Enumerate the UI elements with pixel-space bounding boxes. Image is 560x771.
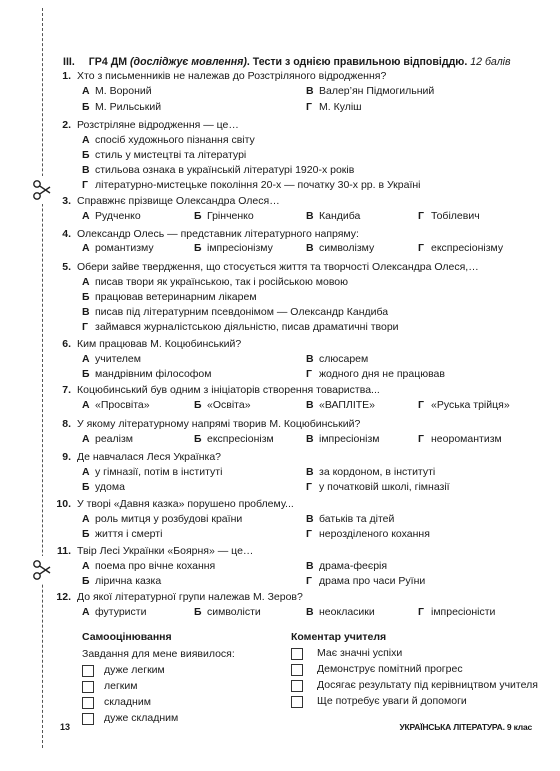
option-text: мандрівним філософом [95, 368, 212, 380]
checkbox[interactable] [291, 696, 303, 708]
section-score: 12 балів [470, 56, 511, 68]
answer-option[interactable] [194, 242, 273, 254]
option-letter: А [82, 433, 90, 445]
answer-option[interactable] [306, 466, 435, 478]
option-text: символізму [319, 242, 375, 254]
option-letter: А [82, 134, 90, 146]
option-text: футуристи [95, 606, 147, 618]
question-number: 1. [62, 70, 71, 82]
option-letter: В [306, 85, 314, 97]
question-text: Розстріляне відродження — це… [77, 119, 239, 131]
answer-option[interactable] [306, 481, 450, 493]
scissors-icon [28, 556, 56, 584]
scissors-icon [28, 176, 56, 204]
question-number: 8. [62, 418, 71, 430]
option-text: експресіонізм [207, 433, 274, 445]
option-letter: В [306, 399, 314, 411]
option-letter: В [82, 306, 90, 318]
question-number: 4. [62, 228, 71, 240]
option-text: Валер’ян Підмогильний [319, 85, 435, 97]
option-text: драма-феєрія [319, 560, 388, 572]
question-number: 12. [56, 591, 71, 603]
footer-title: УКРАЇНСЬКА ЛІТЕРАТУРА. 9 клас [399, 722, 532, 732]
answer-option[interactable] [418, 606, 495, 618]
option-text: нерозділеного кохання [319, 528, 430, 540]
answer-option[interactable] [82, 85, 152, 97]
option-text: поема про вічне кохання [95, 560, 216, 572]
option-letter: Г [82, 179, 88, 191]
answer-option[interactable] [306, 85, 434, 97]
cut-line [42, 8, 43, 748]
option-letter: Г [418, 606, 424, 618]
option-text: удома [95, 481, 125, 493]
option-letter: В [306, 560, 314, 572]
page-number: 13 [60, 722, 71, 732]
checkbox-label: Має значні успіхи [317, 647, 403, 659]
option-letter: Г [306, 575, 312, 587]
question-text: Хто з письменників не належав до Розстріляного відродження? [77, 70, 387, 82]
answer-option[interactable] [82, 164, 354, 176]
question-number: 6. [62, 338, 71, 350]
answer-option[interactable] [82, 466, 222, 478]
option-text: романтизму [95, 242, 154, 254]
answer-option[interactable] [82, 353, 141, 365]
option-letter: В [306, 513, 314, 525]
option-text: стильова ознака в українській літературі 1920-х років [95, 164, 355, 176]
option-letter: А [82, 560, 90, 572]
question-text: У творі «Давня казка» порушено проблему... [77, 498, 294, 510]
answer-option[interactable] [82, 149, 246, 161]
option-text: лірична казка [95, 575, 162, 587]
option-text: працював ветеринарним лікарем [95, 291, 257, 303]
checkbox[interactable] [82, 713, 94, 725]
answer-option[interactable] [306, 242, 374, 254]
question-number: 11. [56, 545, 71, 557]
option-text: стиль у мистецтві та літературі [95, 149, 247, 161]
question-text: У якому літературному напрямі творив М. Коцюбинський? [77, 418, 361, 430]
option-text: М. Вороний [95, 85, 152, 97]
option-text: М. Рильський [95, 101, 162, 113]
option-text: Грінченко [207, 210, 254, 222]
option-text: імпресіонізм [319, 433, 380, 445]
question-text: Де навчалася Леся Українка? [77, 451, 222, 463]
option-letter: В [306, 606, 314, 618]
answer-option[interactable] [306, 368, 445, 380]
question-text: Олександр Олесь — представник літературного напряму: [77, 228, 359, 240]
checkbox[interactable] [291, 664, 303, 676]
teacher-comment-title: Коментар учителя [291, 631, 387, 643]
answer-option[interactable] [82, 321, 399, 333]
option-text: Тобілевич [431, 210, 480, 222]
answer-option[interactable] [82, 399, 150, 411]
answer-option[interactable] [82, 606, 146, 618]
answer-option[interactable] [306, 353, 368, 365]
question-number: 9. [62, 451, 71, 463]
option-letter: Б [194, 242, 202, 254]
checkbox-label: Досягає результату під керівництвом учителя [317, 679, 538, 691]
answer-option[interactable] [306, 513, 394, 525]
option-text: життя і смерті [95, 528, 163, 540]
question-text: Обери зайве твердження, що стосується життя та творчості Олександра Олеся,… [77, 261, 479, 273]
question-number: 2. [62, 119, 71, 131]
answer-option[interactable] [82, 242, 154, 254]
answer-option[interactable] [82, 291, 257, 303]
answer-option[interactable] [82, 433, 133, 445]
self-assessment-subtitle: Завдання для мене виявилося: [82, 648, 235, 660]
option-letter: Б [82, 368, 90, 380]
option-letter: Б [194, 606, 202, 618]
option-letter: Г [418, 242, 424, 254]
option-text: «Освіта» [207, 399, 251, 411]
answer-option[interactable] [82, 179, 421, 191]
checkbox-label: складним [104, 696, 151, 708]
answer-option[interactable] [418, 399, 510, 411]
option-text: роль митця у розбудові країни [95, 513, 243, 525]
option-letter: Б [194, 433, 202, 445]
answer-option[interactable] [82, 276, 348, 288]
option-letter: А [82, 466, 90, 478]
option-letter: А [82, 606, 90, 618]
answer-option[interactable] [194, 433, 274, 445]
option-text: символісти [207, 606, 261, 618]
section-number: III. [63, 56, 75, 68]
option-text: неокласики [319, 606, 375, 618]
self-assessment-title: Самооцінювання [82, 631, 172, 643]
answer-option[interactable] [306, 399, 375, 411]
option-letter: А [82, 353, 90, 365]
option-text: у гімназії, потім в інституті [95, 466, 223, 478]
option-text: неоромантизм [431, 433, 502, 445]
option-letter: Б [82, 291, 90, 303]
option-text: учителем [95, 353, 141, 365]
checkbox[interactable] [291, 680, 303, 692]
option-letter: В [306, 466, 314, 478]
answer-option[interactable] [306, 528, 430, 540]
option-text: імпресіонізму [207, 242, 273, 254]
checkbox-label: дуже легким [104, 664, 165, 676]
option-letter: В [306, 353, 314, 365]
answer-option[interactable] [82, 560, 215, 572]
checkbox-label: дуже складним [104, 712, 179, 724]
section-instructions: . Тести з однією правильною відповіддю. [246, 56, 468, 68]
answer-option[interactable] [194, 606, 261, 618]
checkbox[interactable] [82, 681, 94, 693]
option-text: у початковій школі, гімназії [319, 481, 450, 493]
option-letter: Г [306, 101, 312, 113]
checkbox[interactable] [291, 648, 303, 660]
answer-option[interactable] [194, 210, 254, 222]
option-text: слюсарем [319, 353, 369, 365]
option-text: літературно-мистецьке покоління 20-х — початку 30-х рр. в Україні [95, 179, 421, 191]
option-letter: Б [82, 101, 90, 113]
question-text: Ким працював М. Коцюбинський? [77, 338, 242, 350]
option-letter: Г [418, 433, 424, 445]
question-text: До якої літературної групи належав М. Зеров? [77, 591, 303, 603]
option-text: батьків та дітей [319, 513, 395, 525]
option-text: займався журналістською діяльністю, писав драматичні твори [95, 321, 399, 333]
question-text: Твір Лесі Українки «Боярня» — це… [77, 545, 254, 557]
option-text: імпресіоністи [431, 606, 496, 618]
option-text: «ВАПЛІТЕ» [319, 399, 375, 411]
option-text: Рудченко [95, 210, 141, 222]
question-text: Коцюбинський був одним з ініціаторів створення товариства... [77, 384, 380, 396]
answer-option[interactable] [418, 433, 502, 445]
option-letter: Б [194, 210, 202, 222]
answer-option[interactable] [306, 575, 425, 587]
option-letter: Б [82, 575, 90, 587]
answer-option[interactable] [418, 210, 480, 222]
answer-option[interactable] [82, 210, 141, 222]
answer-option[interactable] [82, 368, 212, 380]
option-text: реалізм [95, 433, 134, 445]
answer-option[interactable] [82, 481, 125, 493]
option-letter: А [82, 276, 90, 288]
option-letter: Б [82, 481, 90, 493]
option-letter: Б [82, 149, 90, 161]
option-text: драма про часи Руїни [319, 575, 426, 587]
option-text: писав твори як українською, так і російською мовою [95, 276, 348, 288]
answer-option[interactable] [306, 433, 380, 445]
answer-option[interactable] [82, 134, 255, 146]
section-skill: (досліджує мовлення) [130, 56, 247, 68]
section-code: ГР4 ДМ [88, 56, 128, 68]
option-letter: А [82, 399, 90, 411]
checkbox-label: Демонструє помітний прогрес [317, 663, 463, 675]
option-letter: В [306, 433, 314, 445]
option-text: за кордоном, в інституті [319, 466, 436, 478]
answer-option[interactable] [82, 528, 162, 540]
option-letter: Г [82, 321, 88, 333]
question-number: 5. [62, 261, 71, 273]
answer-option[interactable] [418, 242, 503, 254]
option-letter: А [82, 242, 90, 254]
option-letter: Г [418, 210, 424, 222]
answer-option[interactable] [82, 101, 161, 113]
option-letter: Г [418, 399, 424, 411]
option-text: Кандиба [319, 210, 361, 222]
option-letter: Г [306, 481, 312, 493]
option-letter: В [306, 242, 314, 254]
option-letter: Г [306, 528, 312, 540]
option-text: експресіонізму [431, 242, 504, 254]
option-text: «Руська трійця» [431, 399, 510, 411]
answer-option[interactable] [194, 399, 251, 411]
answer-option[interactable] [306, 210, 360, 222]
option-text: спосіб художнього пізнання світу [95, 134, 255, 146]
section-heading [63, 56, 511, 68]
checkbox-label: легким [104, 680, 138, 692]
option-letter: Г [306, 368, 312, 380]
answer-option[interactable] [306, 101, 362, 113]
question-number: 10. [56, 498, 71, 510]
option-text: писав під літературним псевдонімом — Олександр Кандиба [95, 306, 389, 318]
option-letter: А [82, 513, 90, 525]
option-letter: Б [194, 399, 202, 411]
question-text: Справжнє прізвище Олександра Олеся… [77, 195, 280, 207]
checkbox-label: Ще потребує уваги й допомоги [317, 695, 467, 707]
option-letter: В [306, 210, 314, 222]
checkbox[interactable] [82, 697, 94, 709]
answer-option[interactable] [82, 513, 242, 525]
answer-option[interactable] [82, 306, 388, 318]
option-letter: А [82, 210, 90, 222]
option-text: жодного дня не працював [319, 368, 445, 380]
option-text: «Просвіта» [95, 399, 150, 411]
question-number: 3. [62, 195, 71, 207]
question-number: 7. [62, 384, 71, 396]
option-letter: А [82, 85, 90, 97]
answer-option[interactable] [306, 560, 387, 572]
option-letter: Б [82, 528, 90, 540]
answer-option[interactable] [82, 575, 161, 587]
option-letter: В [82, 164, 90, 176]
checkbox[interactable] [82, 665, 94, 677]
answer-option[interactable] [306, 606, 375, 618]
option-text: М. Куліш [319, 101, 362, 113]
